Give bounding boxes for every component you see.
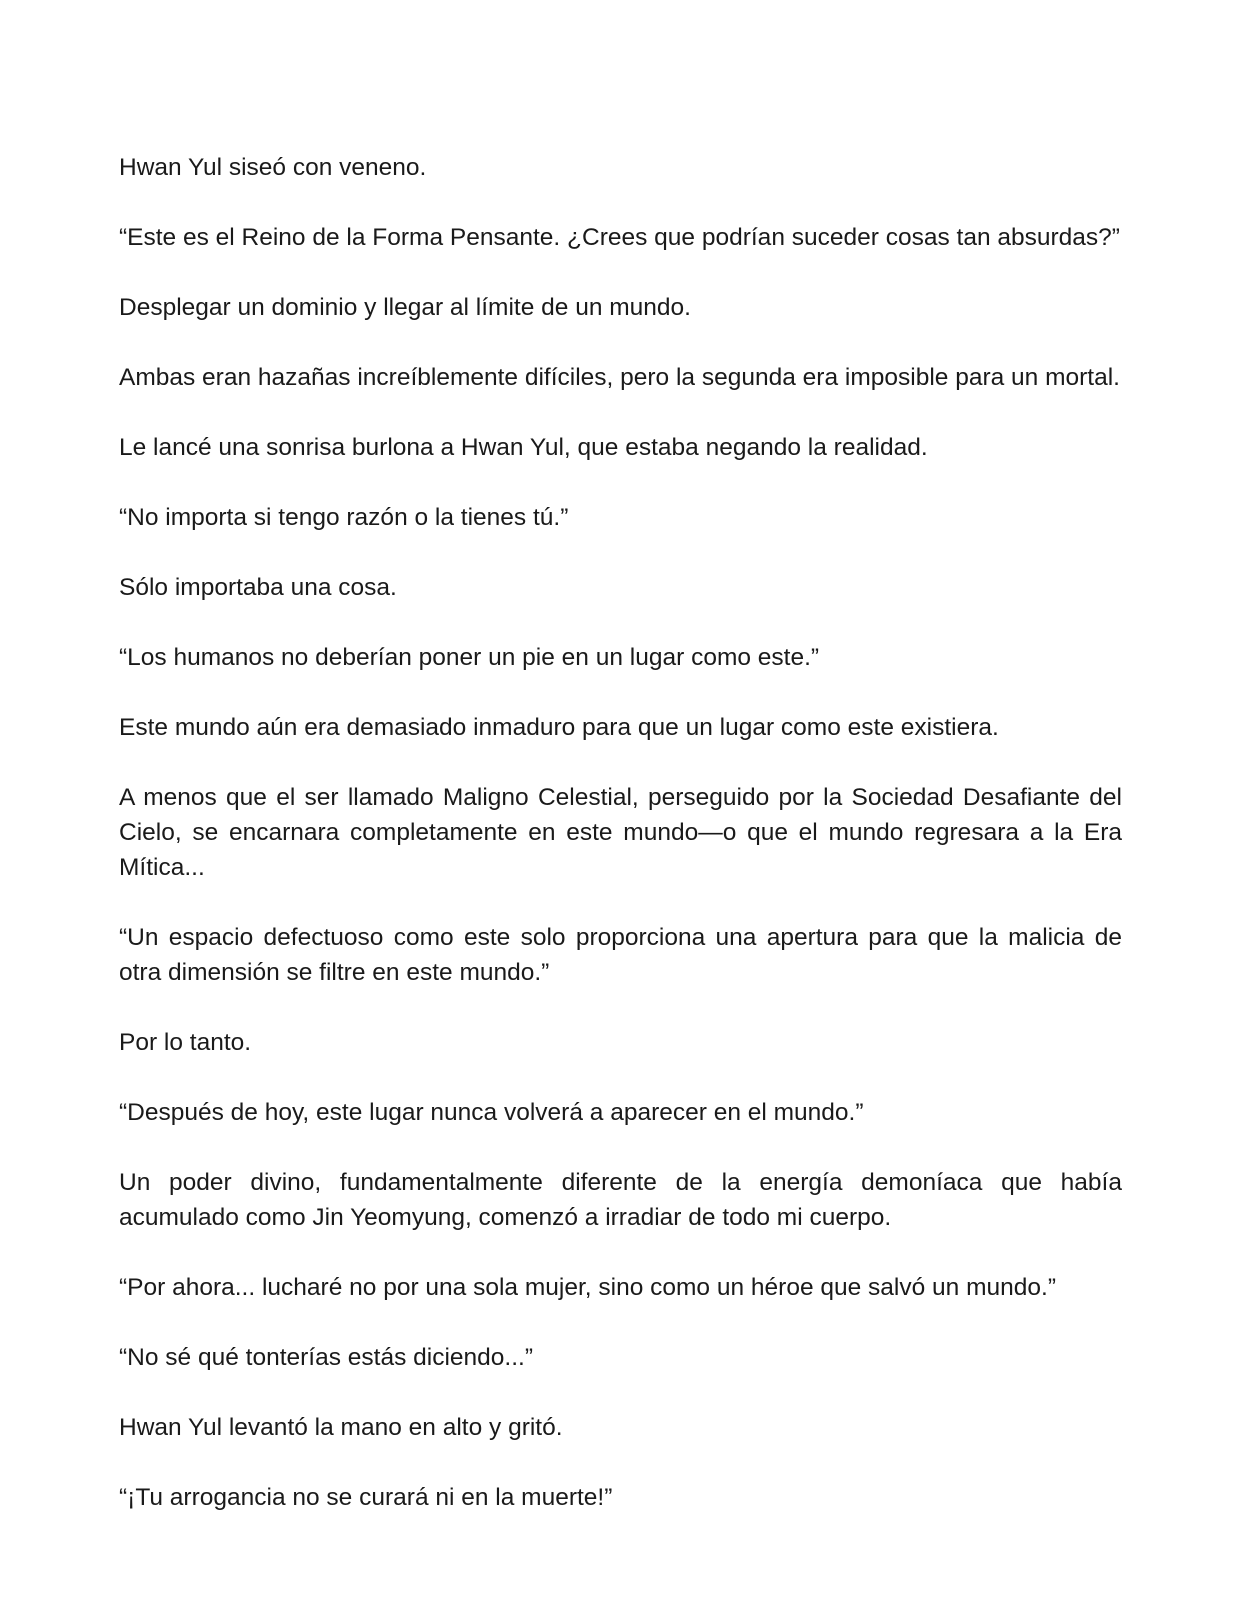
paragraph: Por lo tanto.	[119, 1029, 252, 1056]
paragraph: A menos que el ser llamado Maligno Celestial, perseguido por la Sociedad Desafiante del Cielo, se encarnara completamente en este mundo—o que el mundo regresara a la Era Mítica...	[119, 784, 1122, 881]
paragraph: “Después de hoy, este lugar nunca volverá a aparecer en el mundo.”	[119, 1099, 864, 1126]
paragraph: “Un espacio defectuoso como este solo proporciona una apertura para que la malicia de otra dimensión se filtre en este mundo.”	[119, 924, 1122, 986]
paragraph: “No sé qué tonterías estás diciendo...”	[119, 1344, 533, 1371]
paragraph: Ambas eran hazañas increíblemente difíciles, pero la segunda era imposible para un mortal.	[119, 364, 1120, 391]
paragraph: Sólo importaba una cosa.	[119, 574, 397, 601]
paragraph: “¡Tu arrogancia no se curará ni en la muerte!”	[119, 1484, 613, 1511]
paragraph: Un poder divino, fundamentalmente diferente de la energía demoníaca que había acumulado como Jin Yeomyung, comenzó a irradiar de todo mi cuerpo.	[119, 1169, 1122, 1231]
document-body	[119, 150, 1122, 1515]
paragraph: Hwan Yul siseó con veneno.	[119, 154, 427, 181]
paragraph: “Los humanos no deberían poner un pie en un lugar como este.”	[119, 644, 820, 671]
paragraph: “Este es el Reino de la Forma Pensante. ¿Crees que podrían suceder cosas tan absurdas?”	[119, 224, 1120, 251]
paragraph: Este mundo aún era demasiado inmaduro para que un lugar como este existiera.	[119, 714, 999, 741]
paragraph: Desplegar un dominio y llegar al límite de un mundo.	[119, 294, 691, 321]
paragraph: Hwan Yul levantó la mano en alto y gritó.	[119, 1414, 563, 1441]
paragraph: Le lancé una sonrisa burlona a Hwan Yul, que estaba negando la realidad.	[119, 434, 928, 461]
paragraph: “Por ahora... lucharé no por una sola mujer, sino como un héroe que salvó un mundo.”	[119, 1274, 1056, 1301]
paragraph: “No importa si tengo razón o la tienes tú.”	[119, 504, 569, 531]
